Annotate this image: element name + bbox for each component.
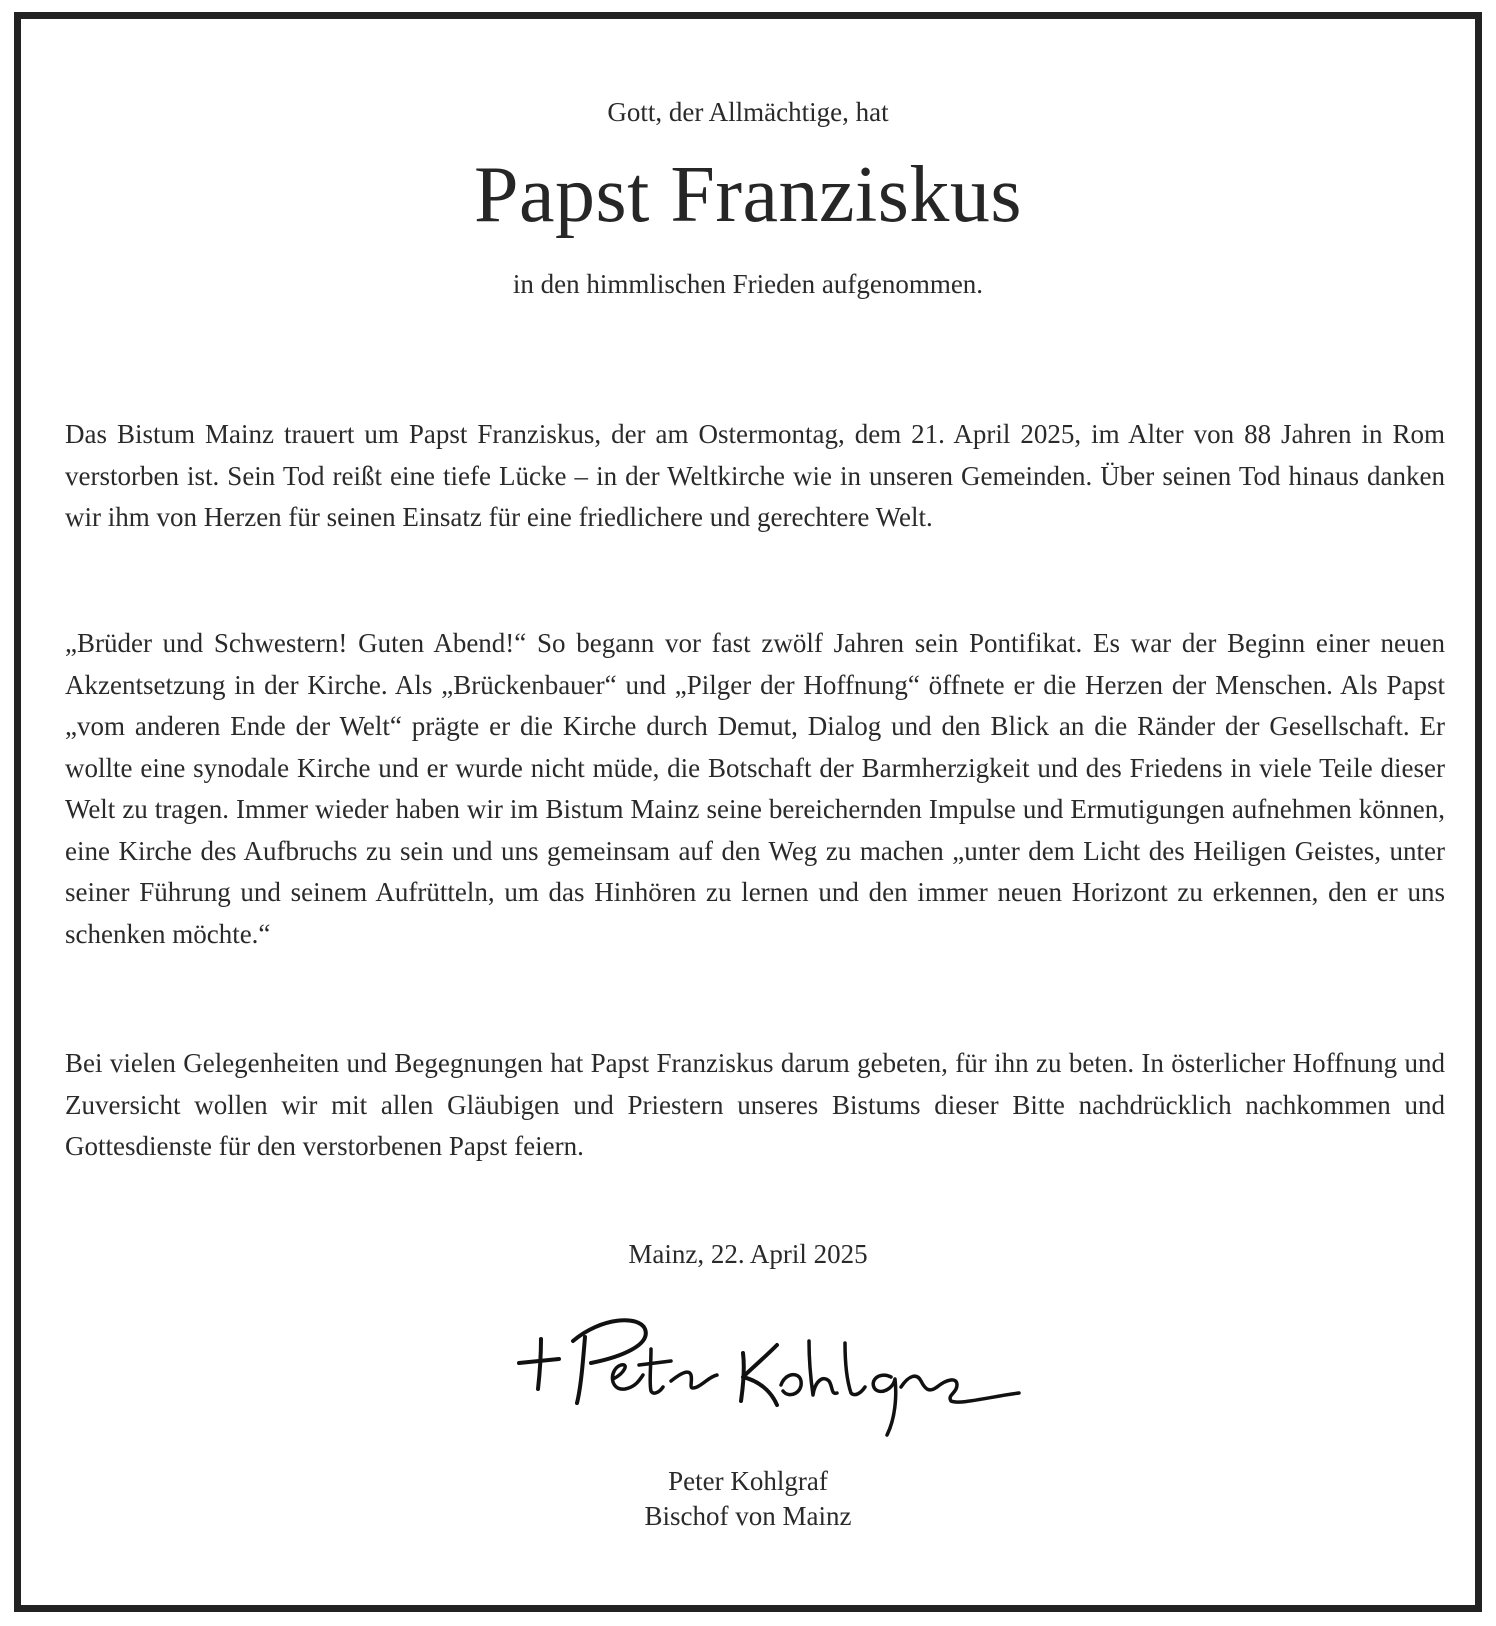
signer-title: Bischof von Mainz xyxy=(644,1501,852,1531)
paragraph-prayer: Bei vielen Gelegenheiten und Begegnungen hat Papst Franziskus darum gebeten, für ihn zu beten. In österlicher Hoffnung und Zuversicht wollen wir mit allen Gläubigen und Priestern unseres Bistums dieser Bitte nachdrücklich nachkommen und Gottesdienste für den verstorbenen Papst feiern. xyxy=(65,1048,1445,1161)
signer-name: Peter Kohlgraf xyxy=(668,1466,828,1496)
obituary-notice xyxy=(14,12,1482,1612)
intro-line-top: Gott, der Allmächtige, hat xyxy=(607,97,889,127)
paragraph-pontificate: „Brüder und Schwestern! Guten Abend!“ So begann vor fast zwölf Jahren sein Pontifikat. Es war der Beginn einer neuen Akzentsetzung in der Kirche. Als „Brückenbauer“ und „Pilger der Hoffnung“ öffnete er die Herzen der Menschen. Als Papst „vom anderen Ende der Welt“ prägte er die Kirche durch Demut, Dialog und den Blick an die Ränder der Gesellschaft. Er wollte eine synodale Kirche und er wurde nicht müde, die Botschaft der Barmherzigkeit und des Friedens in viele Teile dieser Welt zu tragen. Immer wieder haben wir im Bistum Mainz seine bereichernden Impulse und Ermutigungen aufnehmen können, eine Kirche des Aufbruchs zu sein und uns gemeinsam auf den Weg zu machen „unter dem Licht des Heiligen Geistes, unter seiner Führung und seinem Aufrütteln, um das Hinhören zu lernen und den immer neuen Horizont zu erkennen, den er uns schenken möchte.“ xyxy=(65,628,1445,949)
notice-title: Papst Franziskus xyxy=(474,151,1022,239)
date-line: Mainz, 22. April 2025 xyxy=(628,1239,868,1269)
paragraph-mourning: Das Bistum Mainz trauert um Papst Franziskus, der am Ostermontag, dem 21. April 2025, im Alter von 88 Jahren in Rom verstorben ist. Sein Tod reißt eine tiefe Lücke – in der Weltkirche wie in unseren Gemeinden. Über seinen Tod hinaus danken wir ihm von Herzen für seinen Einsatz für eine friedlichere und gerechtere Welt. xyxy=(65,419,1445,532)
intro-line-bottom: in den himmlischen Frieden aufgenommen. xyxy=(512,269,984,299)
handwritten-signature xyxy=(511,1301,1021,1451)
